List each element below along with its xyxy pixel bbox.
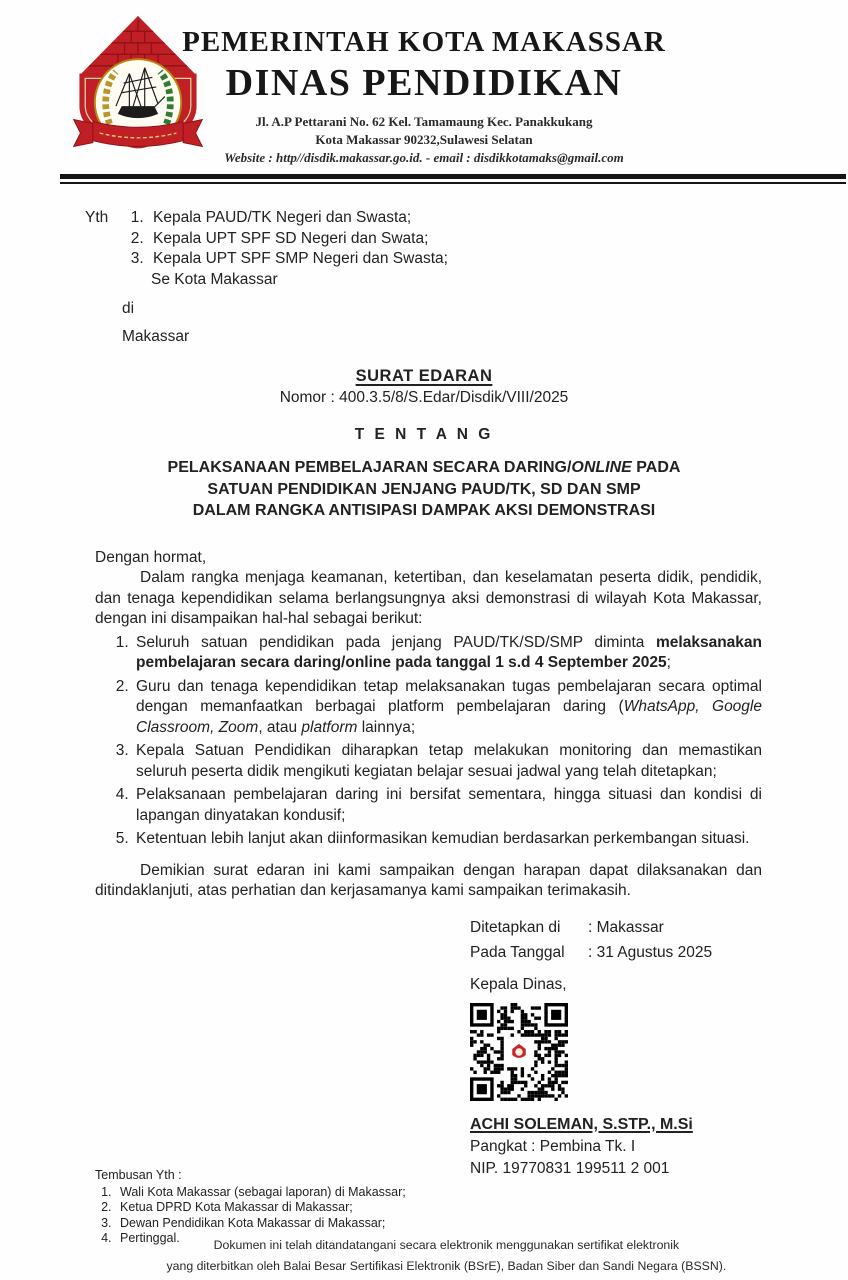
subject-line: DALAM RANGKA ANTISIPASI DAMPAK AKSI DEMONSTRASI: [192, 502, 656, 519]
cc-item: [115, 1185, 406, 1201]
cc-text: Ketua DPRD Kota Makassar di Makassar;: [120, 1200, 353, 1214]
qr-code: [470, 1003, 568, 1101]
body-point: 5. Ketentuan lebih lanjut akan diinformasikan kemudian berdasarkan perkembangan situasi.: [133, 829, 762, 850]
recipient-list: [122, 208, 448, 270]
letterhead: [0, 0, 848, 184]
recipient-text: Kepala UPT SPF SD Negeri dan Swata;: [153, 229, 429, 247]
recipient-item: [148, 208, 448, 229]
makassar-city-emblem: [66, 14, 210, 158]
body-point-list: [95, 633, 762, 850]
document-number: Nomor : 400.3.5/8/S.Edar/Disdik/VIII/2025: [279, 389, 569, 406]
letter-body: [95, 548, 762, 902]
addressee-preposition: di: [122, 300, 135, 317]
subject-title: [0, 457, 848, 522]
note-line: yang diterbitkan oleh Balai Besar Sertifikasi Elektronik (BSrE), Badan Siber dan Sandi Negara (BSSN).: [166, 1259, 727, 1273]
note-line: Dokumen ini telah ditandatangani secara elektronik menggunakan sertifikat elektronik: [213, 1238, 680, 1252]
document-type-title: SURAT EDARAN: [355, 367, 493, 385]
cc-text: Dewan Pendidikan Kota Makassar di Makassar;: [120, 1215, 386, 1230]
cc-item: [115, 1200, 406, 1216]
body-point: 2. Guru dan tenaga kependidikan tetap melaksanakan tugas pembelajaran secara optimal dengan memanfaatkan berbagai platform pembelajaran daring (WhatsApp, Google Classroom, Zoom, atau platform lainnya;: [133, 677, 762, 739]
addressee-scope: Se Kota Makassar: [151, 270, 278, 288]
signer-position: Kepala Dinas,: [470, 975, 567, 993]
addressee-city: Makassar: [122, 327, 190, 345]
office-address-line2: Kota Makassar 90232,Sulawesi Selatan: [315, 132, 533, 147]
signature-block: [0, 915, 848, 1180]
addressee-block: [85, 208, 762, 347]
letterhead-divider: [60, 174, 846, 184]
date-label: Pada Tanggal: [470, 943, 565, 961]
office-contact-line: Website : http//disdik.makassar.go.id. - email : disdikkotamaks@gmail.com: [224, 150, 624, 165]
recipient-item: [148, 249, 448, 270]
about-word: T E N T A N G: [354, 426, 494, 443]
department-name: DINAS PENDIDIKAN: [225, 62, 623, 104]
addressee-salutation: Yth: [85, 209, 109, 226]
closing-paragraph: Demikian surat edaran ini kami sampaikan dengan harapan dapat dilaksanakan dan ditindaklanjuti, atas perhatian dan kerjasamanya kami sampaikan terimakasih.: [95, 861, 762, 899]
cc-text: Pertinggal.: [120, 1231, 180, 1245]
digital-signature-note: [166, 1235, 726, 1277]
body-point: 1. Seluruh satuan pendidikan pada jenjang PAUD/TK/SD/SMP diminta melaksanakan pembelajaran secara daring/online pada tanggal 1 s.d 4 September 2025;: [133, 633, 762, 674]
subject-line: SATUAN PENDIDIKAN JENJANG PAUD/TK, SD DAN SMP: [207, 480, 641, 498]
title-block: [0, 367, 848, 522]
recipient-text: Kepala PAUD/TK Negeri dan Swasta;: [153, 209, 412, 226]
greeting: Dengan hormat,: [95, 548, 207, 566]
body-point: 4. Pelaksanaan pembelajaran daring ini bersifat sementara, hingga situasi dan kondisi di lapangan dinyatakan kondusif;: [133, 785, 762, 826]
cc-text: Wali Kota Makassar (sebagai laporan) di Makassar;: [120, 1184, 406, 1199]
place-value: : Makassar: [588, 918, 664, 936]
signer-nip: NIP. 19770831 199511 2 001: [470, 1159, 670, 1177]
signer-name: ACHI SOLEMAN, S.STP., M.Si: [470, 1115, 693, 1133]
subject-line: PELAKSANAAN PEMBELAJARAN SECARA DARING/ONLINE PADA: [167, 459, 681, 476]
recipient-text: Kepala UPT SPF SMP Negeri dan Swasta;: [153, 250, 448, 267]
date-value: : 31 Agustus 2025: [588, 943, 713, 961]
cc-label: Tembusan Yth :: [95, 1168, 182, 1182]
cc-item: [115, 1216, 406, 1232]
government-name: PEMERINTAH KOTA MAKASSAR: [182, 26, 666, 58]
body-point: 3. Kepala Satuan Pendidikan diharapkan tetap melakukan monitoring dan memastikan seluruh peserta didik mengikuti kegiatan belajar sesuai jadwal yang telah ditetapkan;: [133, 741, 762, 782]
office-address-line1: Jl. A.P Pettarani No. 62 Kel. Tamamaung Kec. Panakkukang: [255, 114, 593, 129]
place-label: Ditetapkan di: [470, 918, 561, 936]
recipient-item: [148, 229, 448, 250]
intro-paragraph: Dalam rangka menjaga keamanan, ketertiban, dan keselamatan peserta didik, pendidik, dan tenaga kependidikan selama berlangsungnya aksi demonstrasi di wilayah Kota Makassar, dengan ini disampaikan hal-hal sebagai berikut:: [95, 569, 762, 627]
signer-rank: Pangkat : Pembina Tk. I: [470, 1137, 636, 1155]
